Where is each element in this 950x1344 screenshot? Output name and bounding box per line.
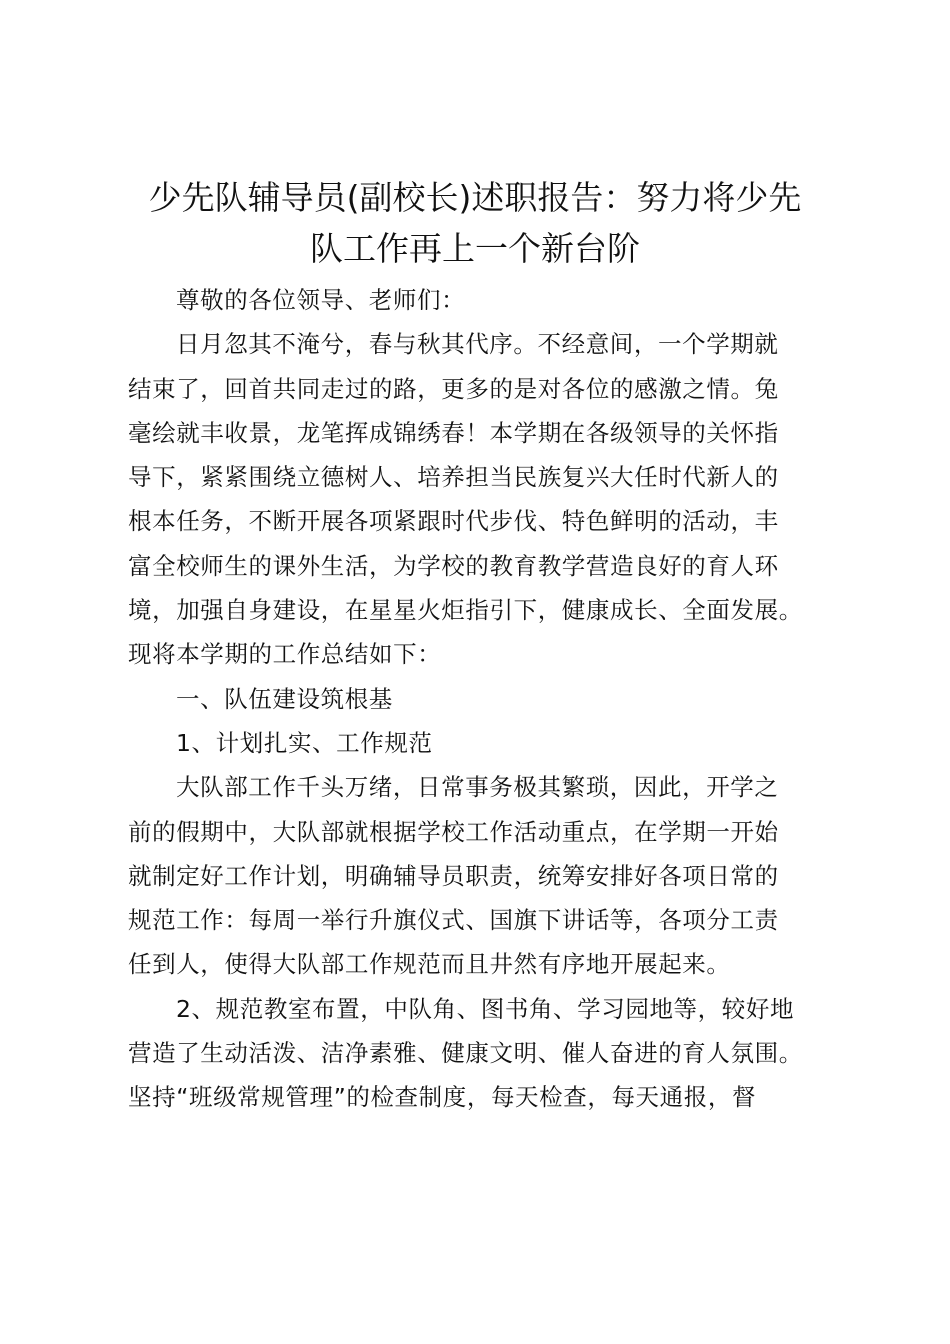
- document-body: [128, 278, 840, 1120]
- salutation: 尊敬的各位领导、老师们：: [176, 286, 466, 314]
- paragraph-line: 毫绘就丰收景，龙笔挥成锦绣春！本学期在各级领导的关怀指: [128, 418, 779, 447]
- paragraph-line: 营造了生动活泼、洁净素雅、健康文明、催人奋进的育人氛围。: [128, 1039, 803, 1068]
- title-line: 少先队辅导员(副校长)述职报告：努力将少先: [148, 178, 802, 217]
- paragraph-line: 大队部工作千头万绪，日常事务极其繁琐，因此，开学之: [176, 773, 779, 802]
- paragraph-line: 根本任务，不断开展各项紧跟时代步伐、特色鲜明的活动，丰: [128, 507, 779, 536]
- paragraph-line: 日月忽其不淹兮，春与秋其代序。不经意间，一个学期就: [176, 330, 779, 359]
- paragraph-line: 坚持“班级常规管理”的检查制度，每天检查，每天通报，督: [128, 1083, 757, 1112]
- section-heading: 一、队伍建设筑根基: [176, 684, 393, 713]
- subsection-heading: 1、计划扎实、工作规范: [176, 728, 433, 757]
- title-line: 队工作再上一个新台阶: [310, 229, 640, 268]
- document-title: [100, 172, 850, 274]
- paragraph-line: 导下，紧紧围绕立德树人、培养担当民族复兴大任时代新人的: [128, 463, 779, 492]
- paragraph-line: 规范工作：每周一举行升旗仪式、国旗下讲话等，各项分工责: [128, 906, 779, 935]
- paragraph-line: 2、规范教室布置，中队角、图书角、学习园地等，较好地: [176, 994, 795, 1023]
- paragraph-line: 就制定好工作计划，明确辅导员职责，统筹安排好各项日常的: [128, 861, 779, 890]
- paragraph-line: 前的假期中，大队部就根据学校工作活动重点，在学期一开始: [128, 817, 779, 846]
- paragraph-line: 现将本学期的工作总结如下：: [128, 640, 442, 669]
- paragraph-line: 富全校师生的课外生活，为学校的教育教学营造良好的育人环: [128, 551, 779, 580]
- paragraph-line: 任到人，使得大队部工作规范而且井然有序地开展起来。: [128, 950, 731, 979]
- paragraph-line: 结束了，回首共同走过的路，更多的是对各位的感激之情。兔: [128, 374, 779, 403]
- paragraph-line: 境，加强自身建设，在星星火炬指引下，健康成长、全面发展。: [128, 596, 803, 625]
